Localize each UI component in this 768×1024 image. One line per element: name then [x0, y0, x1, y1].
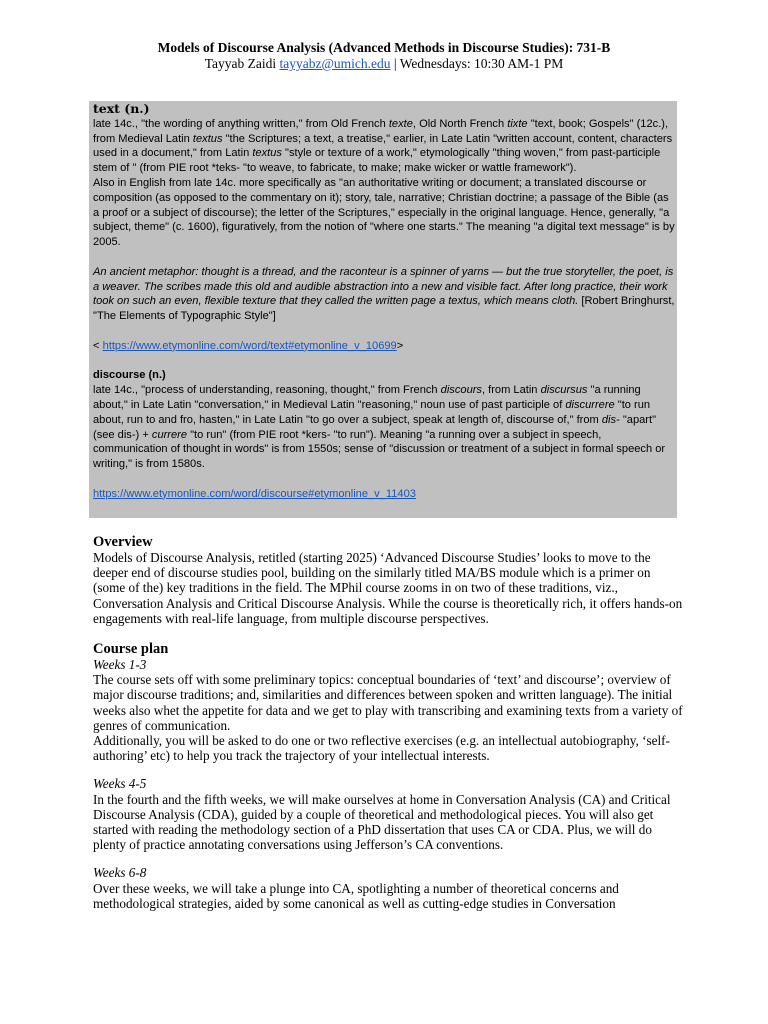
headword-discourse: discourse (n.) — [93, 369, 166, 382]
bracket-open: < — [93, 339, 103, 352]
overview-text: Models of Discourse Analysis, retitled (starting 2025) ‘Advanced Discourse Studies’ looks to move to the deeper end of discourse studies pool, building on the similarly titled MA/BS module which is a primer on (some of the) key traditions in the field. The MPhil course zooms in on two of these traditions, viz., Conversation Analysis and Critical Discourse Analysis. While the course is theoretically rich, it offers hands-on engagements with real-life language, from multiple discourse perspectives. — [93, 550, 683, 626]
class-schedule: Wednesdays: 10:30 AM-1 PM — [399, 56, 564, 71]
weeks-1-3-text-additional: Additionally, you will be asked to do one or two reflective exercises (e.g. an intellectual autobiography, ‘self-authoring’ etc) to help you track the trajectory of your intellectual interests. — [93, 733, 670, 764]
quote-text: An ancient metaphor: thought is a thread, and the raconteur is a spinner of yarns — but the true storyteller, the poet, is a weaver. The scribes made this old and audible abstraction into a new and visible fact. After long practice, their work took on such an even, flexible texture that they called the written page a textus, which means cloth. — [93, 265, 674, 308]
definition-run: "the Scriptures; a text, a treatise," earlier, in Late Latin "written account, content, characters used in a document," from Latin — [93, 132, 673, 160]
definition-run: "style or texture of a work," etymologically "thing woven," from past-participle stem of " (from PIE root *teks- "to weave, to fabricate, to make; make wicker or wattle framework"). — [93, 147, 661, 175]
text-definition — [93, 117, 677, 176]
definition-run: "to run" (from PIE root *kers- "to run"). Meaning "a running over a subject in speech, communication of thought in words" is from 1550s; sense of "discussion or treatment of a subject in formal speech or writing," is from 1580s. — [93, 428, 666, 471]
weeks-4-5-text: In the fourth and the fifth weeks, we will make ourselves at home in Conversation Analysis (CA) and Critical Discourse Analysis (CDA), guided by a couple of theoretical and methodological pieces. You will also get started with reading the methodology section of a PhD dissertation that uses CA or CDA. Plus, we will do plenty of practice annotating conversations using Jefferson’s CA conventions. — [93, 791, 671, 853]
bracket-close: > — [396, 339, 404, 352]
instructor-line — [0, 56, 768, 72]
definition-run: , from Latin — [481, 384, 541, 397]
weeks-6-8-label: Weeks 6-8 — [93, 865, 147, 881]
course-body — [93, 534, 683, 911]
definition-run: "text, book; Gospels" (12c.), from Medieval Latin — [93, 117, 669, 145]
discourse-link-line — [93, 487, 677, 502]
course-plan-heading: Course plan — [93, 641, 169, 658]
weeks-6-8-text: Over these weeks, we will take a plunge into CA, spotlighting a number of theoretical concerns and methodological strategies, aided by some canonical as well as cutting-edge studies in Conversation — [93, 880, 619, 911]
definition-run: "a running about," in Late Latin "conversation," in Medieval Latin "reasoning," noun use of past participle of — [93, 384, 641, 411]
definition-run: , Old North French — [412, 117, 508, 130]
etymology-box — [89, 101, 677, 518]
italic-term: texte — [388, 117, 413, 130]
weeks-1-3-text: The course sets off with some preliminary topics: conceptual boundaries of ‘text’ and discourse’; overview of major discourse traditions; and, similarities and differences between spoken and written language). The initial weeks also whet the appetite for data and we get to play with transcribing and examining texts from a variety of genres of communication. — [93, 672, 683, 733]
italic-term: discurrere — [565, 398, 615, 411]
text-link-line — [93, 339, 677, 354]
italic-term: textus — [192, 132, 223, 145]
etymonline-text-link[interactable]: https://www.etymonline.com/word/text#etymonline_v_10699 — [102, 339, 397, 352]
text-definition-extended: Also in English from late 14c. more specifically as "an authoritative writing or document; a translated discourse or composition (as opposed to the commentary on it); story, tale, narrative; Christian doctrine; a passage of the Bible (as a proof or a subject of discourse); the letter of the Scriptures," especially in the original language. Hence, generally, "a subject, theme" (c. 1600), figuratively, from the notion of "where one starts." The meaning "a digital text message" is by 2005. — [93, 176, 675, 249]
italic-term: currere — [151, 428, 188, 441]
headword-text: text (n.) — [93, 101, 150, 116]
overview-heading: Overview — [93, 534, 153, 550]
separator: | — [390, 56, 400, 71]
italic-term: textus — [252, 147, 282, 160]
course-title: Models of Discourse Analysis (Advanced Methods in Discourse Studies): 731-B — [157, 40, 611, 55]
instructor-email-link[interactable]: tayyabz@umich.edu — [279, 56, 391, 71]
instructor-name: Tayyab Zaidi — [204, 56, 277, 71]
etymonline-discourse-link[interactable]: https://www.etymonline.com/word/discourse#etymonline_v_11403 — [93, 487, 416, 500]
bringhurst-quote — [93, 265, 677, 324]
definition-run: "apart" (see dis-) + — [93, 413, 657, 441]
discourse-definition — [93, 383, 677, 472]
quote-source: [Robert Bringhurst, "The Elements of Typographic Style"] — [93, 295, 675, 323]
italic-term: tixte — [507, 117, 528, 130]
definition-run: late 14c., "process of understanding, reasoning, thought," from French — [93, 384, 441, 397]
definition-run: "to run about, run to and fro, hasten," in Late Latin "to go over a subject, speak at length of, discourse of," from — [93, 398, 651, 426]
italic-term: discursus — [540, 384, 588, 397]
document-header — [0, 40, 768, 72]
definition-run: late 14c., "the wording of anything written," from Old French — [93, 117, 389, 130]
weeks-4-5-label: Weeks 4-5 — [93, 776, 147, 792]
italic-term: dis- — [601, 413, 620, 426]
weeks-1-3-label: Weeks 1-3 — [93, 657, 147, 673]
italic-term: discours — [440, 384, 482, 397]
